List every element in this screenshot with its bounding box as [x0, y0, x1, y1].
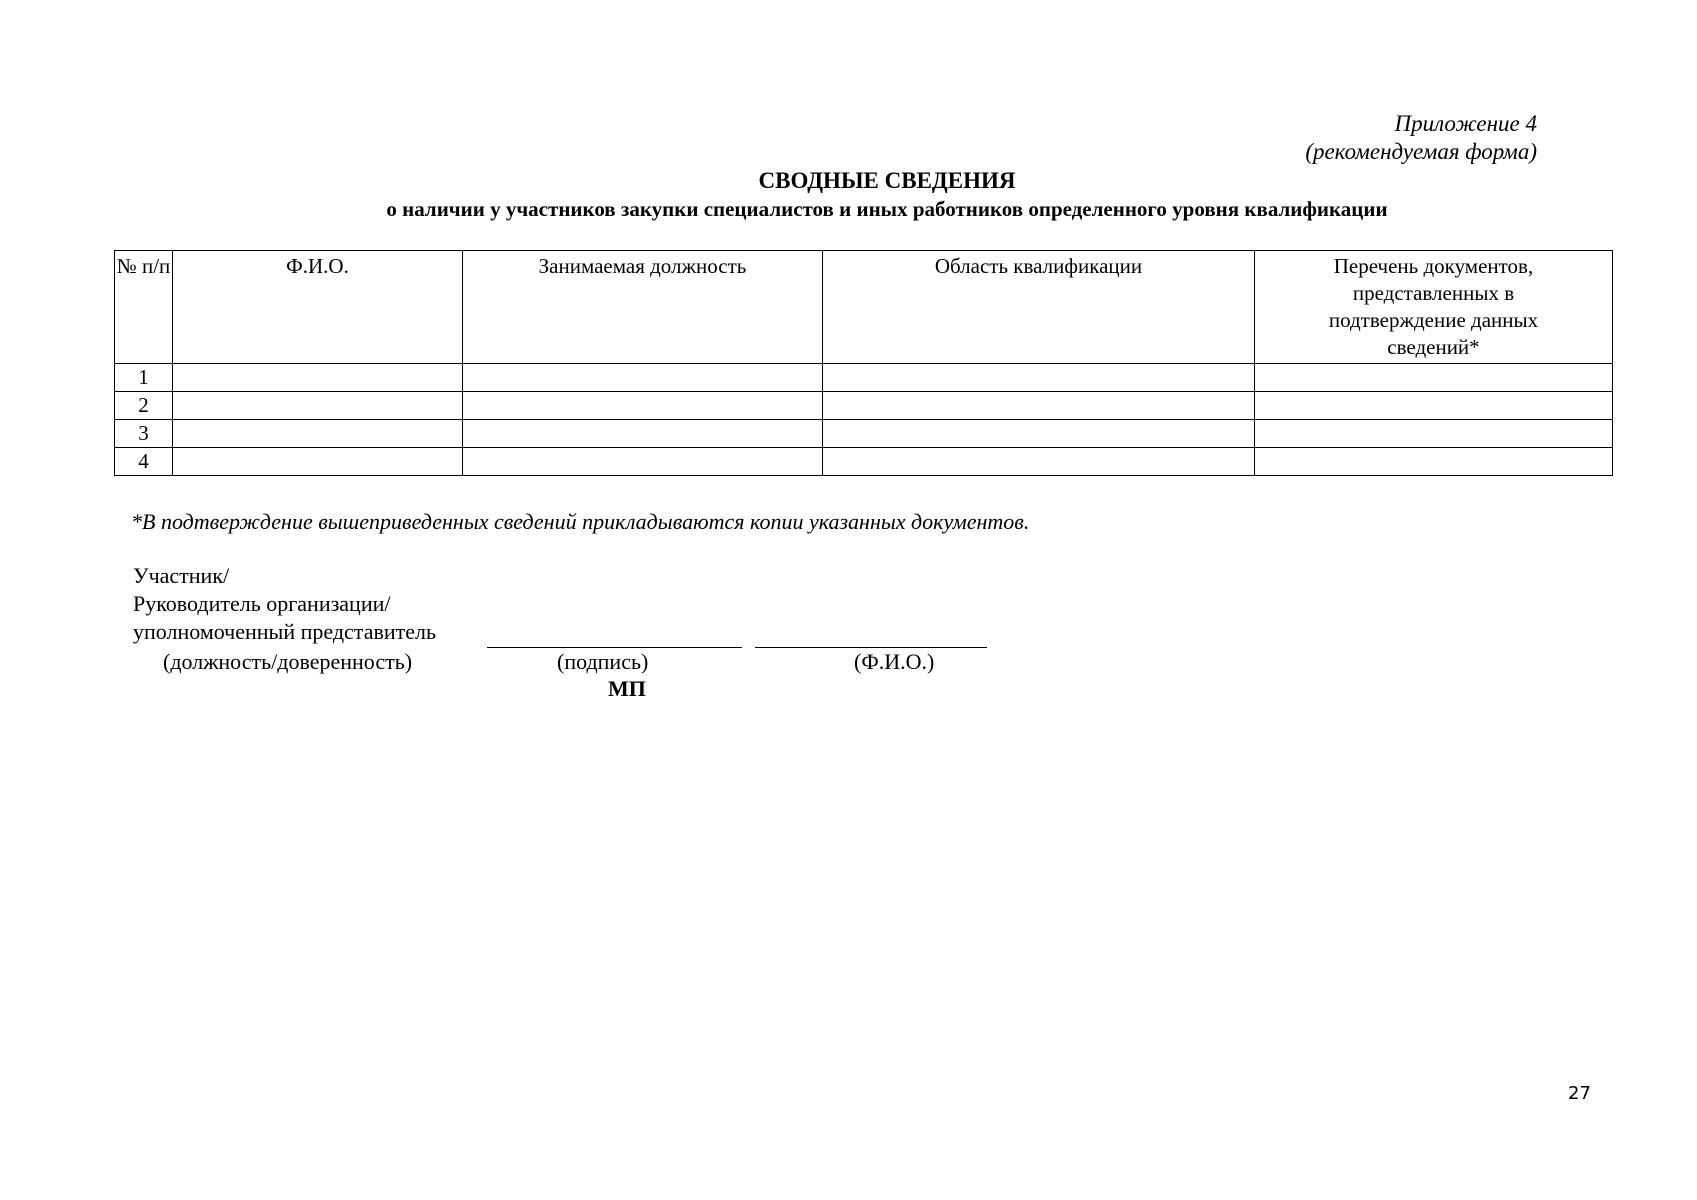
- cell-qualification-area: [823, 392, 1255, 420]
- header-documents: Перечень документов, представленных в подтверждение данных сведений*: [1255, 251, 1613, 364]
- cell-fio: [173, 448, 463, 476]
- page-number: 27: [1568, 1083, 1591, 1104]
- table-row: [115, 392, 1613, 420]
- qualification-table: [114, 250, 1613, 476]
- footnote: *В подтверждение вышеприведенных сведений прикладываются копии указанных документов.: [131, 509, 1030, 534]
- signatory-line-participant: Участник/: [133, 563, 230, 588]
- position-caption: (должность/доверенность): [163, 649, 413, 674]
- cell-fio: [173, 364, 463, 392]
- fio-caption: (Ф.И.О.): [854, 649, 935, 674]
- cell-documents: [1255, 448, 1613, 476]
- table-row: [115, 364, 1613, 392]
- header-number: № п/п: [115, 251, 173, 364]
- cell-position: [463, 448, 823, 476]
- cell-position: [463, 392, 823, 420]
- table-row: [115, 420, 1613, 448]
- document-title: СВОДНЫЕ СВЕДЕНИЯ: [758, 168, 1016, 193]
- document-subtitle: о наличии у участников закупки специалистов и иных работников определенного уровня квалификации: [386, 197, 1388, 221]
- header-qualification-area: Область квалификации: [823, 251, 1255, 364]
- signatory-label: [133, 562, 436, 646]
- table-row: [115, 448, 1613, 476]
- cell-documents: [1255, 420, 1613, 448]
- cell-fio: [173, 392, 463, 420]
- header-fio: Ф.И.О.: [173, 251, 463, 364]
- cell-documents: [1255, 364, 1613, 392]
- cell-documents: [1255, 392, 1613, 420]
- cell-qualification-area: [823, 448, 1255, 476]
- cell-fio: [173, 420, 463, 448]
- cell-qualification-area: [823, 420, 1255, 448]
- signatory-line-head: Руководитель организации/: [133, 591, 391, 616]
- signatory-line-representative: уполномоченный представитель: [133, 619, 437, 644]
- stamp-place-label: МП: [608, 676, 646, 701]
- appendix-number: Приложение 4: [1394, 111, 1537, 136]
- cell-position: [463, 420, 823, 448]
- row-number: 1: [115, 364, 173, 392]
- cell-qualification-area: [823, 364, 1255, 392]
- header-position: Занимаемая должность: [463, 251, 823, 364]
- appendix-form-note: (рекомендуемая форма): [1305, 139, 1537, 164]
- row-number: 2: [115, 392, 173, 420]
- row-number: 3: [115, 420, 173, 448]
- row-number: 4: [115, 448, 173, 476]
- signature-caption: (подпись): [557, 649, 649, 674]
- appendix-label: [1305, 110, 1537, 166]
- table-header-row: [115, 251, 1613, 364]
- cell-position: [463, 364, 823, 392]
